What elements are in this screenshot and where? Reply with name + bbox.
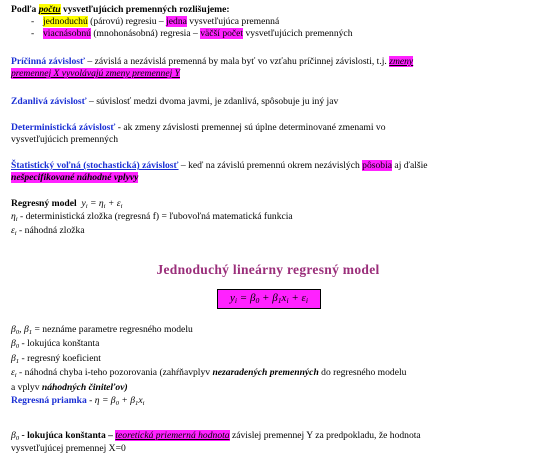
param-line: $\beta_1$ - regresný koeficient	[11, 352, 101, 365]
section-heading: Jednoduchý lineárny regresný model	[156, 262, 380, 277]
formula-regresny-model: $y_i = \eta_i + \varepsilon_i$	[79, 198, 123, 210]
statisticka-block: Štatistický voľná (stochastická) závislosť – keď na závislú premennú okrem nezávislých pôsobia aj ďalšie nešpecifikované náhodné vplyvy	[11, 160, 428, 183]
term-zdanliva: Zdanlivá závislosť	[11, 96, 87, 107]
list-item: - viacnásobnú (mnohonásobná) regresia – väčší počet vysvetľujúcich premenných	[11, 28, 526, 40]
eta-line: $\eta_i$ - deterministická zložka (regresná f) = ľubovoľná matematická funkcia	[11, 211, 293, 224]
bottom-block: $\beta_0$ - lokujúca konštanta – teoretická priemerná hodnota závislej premennej Y za predpokladu, že hodnota vysvetľujúcej premennej X=0	[11, 430, 421, 455]
intro-block	[11, 4, 526, 40]
regresna-priamka-line: Regresná priamka - $\eta = \beta_0 + \beta_1x_i$	[11, 395, 145, 408]
epsilon-line: $\varepsilon_i$ - náhodná zložka	[11, 224, 85, 237]
zdanliva-block: Zdanlivá závislosť – súvislosť medzi dvoma javmi, je zdanlivá, spôsobuje ju iný jav	[11, 96, 339, 107]
term-statisticka: Štatistický voľná (stochastická) závislosť	[11, 160, 179, 171]
regresny-model-line: Regresný model $y_i = \eta_i + \varepsilon_i$	[11, 198, 123, 210]
param-line: $\beta_0$, $\beta_1$ = neznáme parametre regresného modelu	[11, 324, 193, 336]
params-block	[11, 323, 526, 408]
regresny-model-block	[11, 198, 526, 238]
param-line: $\varepsilon_i$ - náhodná chyba i-teho pozorovania (zahŕňavplyv nezaradených premenných do regresného modelu	[11, 367, 407, 380]
pricinna-block: Príčinná závislosť – závislá a nezávislá premenná by mala byť vo vzťahu príčinnej závislosti, t.j. zmeny premennej X vyvolávajú zmeny premennej Y	[11, 56, 414, 79]
param-line: a vplyv náhodných činiteľov)	[11, 381, 128, 393]
intro-title: Podľa počtu vysvetľujúcich premenných rozlišujeme:	[11, 4, 230, 15]
term-pricinna: Príčinná závislosť	[11, 56, 86, 67]
term-deterministicka: Deterministická závislosť	[11, 122, 116, 133]
param-line: $\beta_0$ - lokujúca konštanta	[11, 338, 100, 351]
intro-list	[11, 16, 526, 40]
highlight-pocet: počtu	[38, 4, 61, 15]
list-item: - jednoduchú (párovú) regresiu – jedna vysvetľujúca premenná	[11, 16, 526, 28]
deterministicka-block: Deterministická závislosť - ak zmeny závislosti premennej sú úplne determinované zmenami vo vysvetľujúcich premenných	[11, 122, 386, 145]
formula-box: $y_i = \beta_0 + \beta_1x_i + \varepsilon_i$	[217, 289, 321, 309]
